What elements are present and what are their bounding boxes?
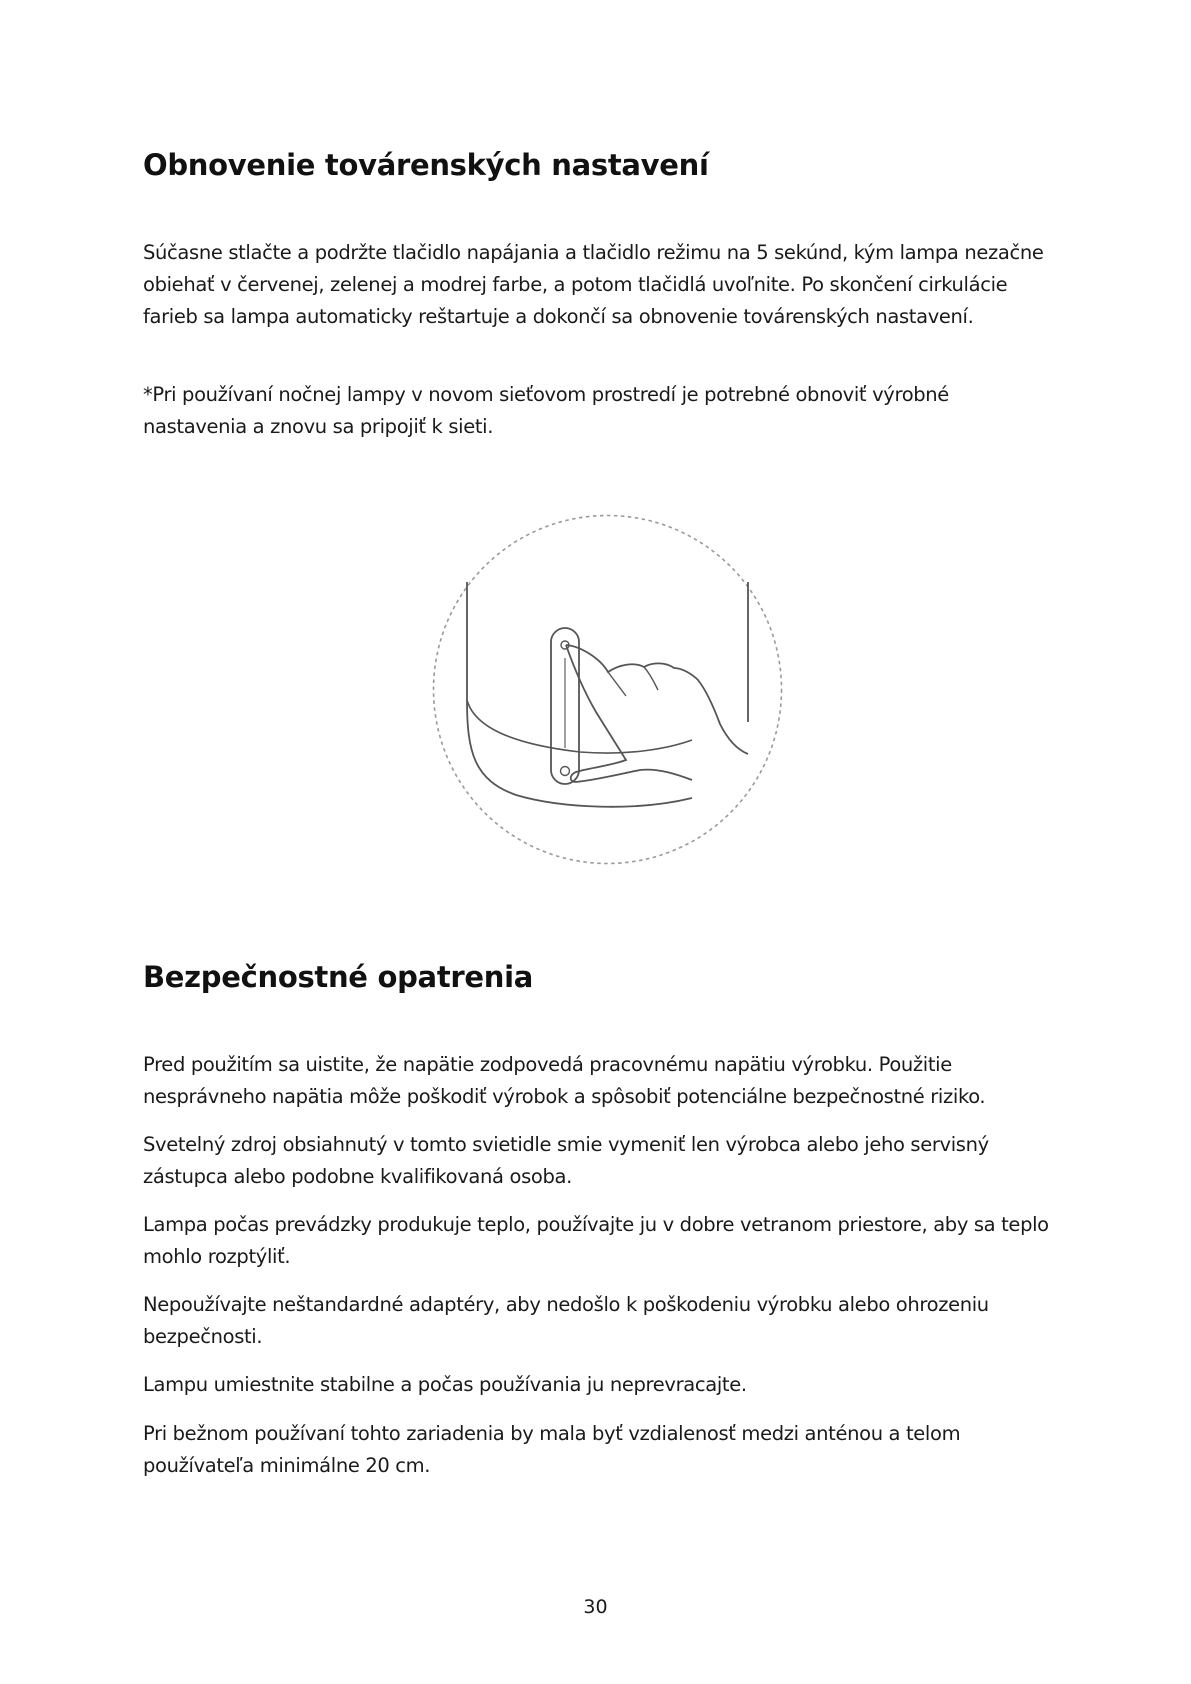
page-number: 30 [583,1596,608,1618]
factory-reset-note: *Pri používaní nočnej lampy v novom sieťovom prostredí je potrebné obnoviť výrobné nastavenia a znovu sa pripojiť k sieti. [143,383,949,438]
finger-pressing-buttons-illustration [430,512,785,867]
section-heading-safety: Bezpečnostné opatrenia [143,960,534,994]
safety-paragraph-voltage: Pred použitím sa uistite, že napätie zodpovedá pracovnému napätiu výrobku. Použitie nesprávneho napätia môže poškodiť výrobok a spôsobiť potenciálne bezpečnostné riziko. [143,1053,986,1108]
hand-index-finger-outline [566,645,748,754]
safety-paragraph-light-source: Svetelný zdroj obsiahnutý v tomto svietidle smie vymeniť len výrobca alebo jeho servisný zástupca alebo podobne kvalifikovaná osoba. [143,1133,989,1188]
hand-knuckle-line [644,667,658,690]
safety-paragraph-heat: Lampa počas prevádzky produkuje teplo, používajte ju v dobre vetranom priestore, aby sa teplo mohlo rozptýliť. [143,1213,1049,1268]
factory-reset-instructions: Súčasne stlačte a podržte tlačidlo napájania a tlačidlo režimu na 5 sekúnd, kým lampa nezačne obiehať v červenej, zelenej a modrej farbe, a potom tlačidlá uvoľnite. Po skončení cirkulácie farieb sa lampa automaticky reštartuje a dokončí sa obnovenie továrenských nastavení. [143,241,1044,328]
dashed-circle-frame [434,516,782,864]
power-button-icon [561,767,570,776]
hand-thumb-outline [566,645,692,782]
section-heading-factory-reset: Obnovenie továrenských nastavení [143,148,709,182]
safety-paragraph-adapters: Nepoužívajte neštandardné adaptéry, aby nedošlo k poškodeniu výrobku alebo ohrozeniu bezpečnosti. [143,1293,989,1348]
safety-paragraph-placement: Lampu umiestnite stabilne a počas používania ju neprevracajte. [143,1373,747,1396]
hand-knuckle-line [608,672,626,696]
safety-paragraph-antenna-distance: Pri bežnom používaní tohto zariadenia by mala byť vzdialenosť medzi anténou a telom používateľa minimálne 20 cm. [143,1422,961,1477]
